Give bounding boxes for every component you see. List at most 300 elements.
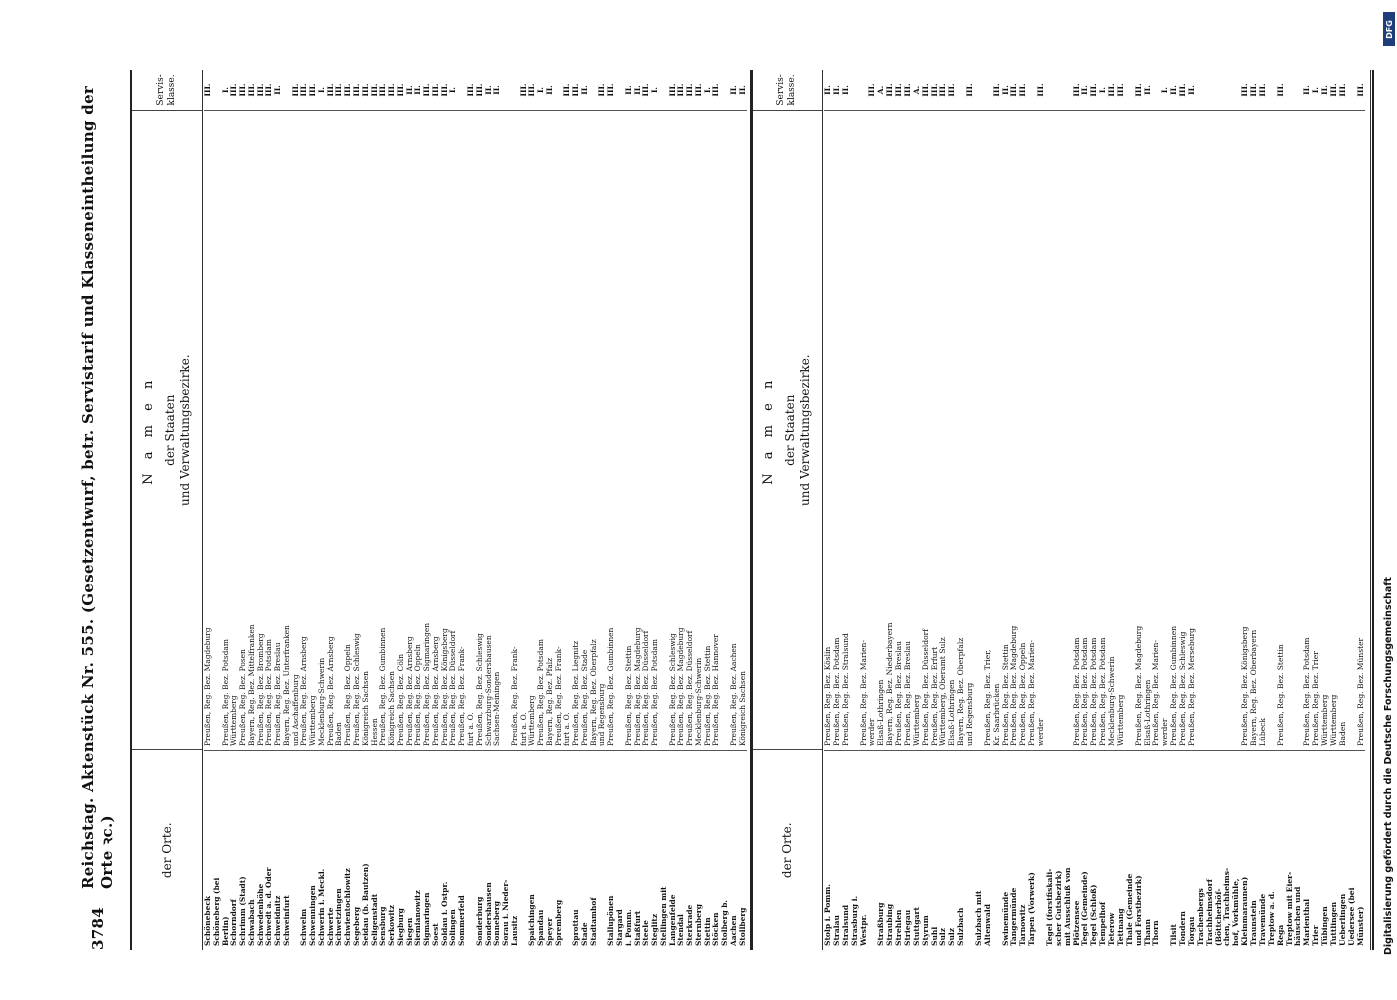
staat-bezirk: Hessen <box>371 110 380 750</box>
staat-bezirk: Preußen, Reg. Bez. Liegnitz <box>572 110 581 750</box>
table-row <box>984 70 993 950</box>
servis-klasse: III. <box>1089 83 1099 97</box>
servis-klasse: III. <box>1355 83 1365 97</box>
staat-bezirk: Schwarzburg-Sondershausen <box>485 110 494 750</box>
ort-name: i. Pomm. <box>625 750 634 950</box>
ort-name: Schöneberg (bei <box>213 750 222 950</box>
ort-name: häuschen und <box>1294 750 1303 950</box>
servis-klasse: III. <box>929 83 939 97</box>
servis-klasse: I. <box>448 86 458 94</box>
servis-klasse <box>1046 70 1055 110</box>
staat-bezirk: Preußen, Reg. Bez. Düsseldorf <box>922 110 931 750</box>
ort-name: Tarpen (Vorwerk) <box>1028 750 1037 950</box>
staat-bezirk: Preußen, Reg. Bez. Magdeburg <box>634 110 643 750</box>
servis-klasse: III. <box>422 83 432 97</box>
ort-name: Sondershausen <box>485 750 494 950</box>
ort-name: Treptow a. d. <box>1268 750 1277 950</box>
staat-bezirk: Preußen, Reg. Bez. Arnsberg <box>327 110 336 750</box>
ort-name: Schwetzingen <box>335 750 344 950</box>
staat-bezirk: Mecklenburg-Schwerin <box>695 110 704 750</box>
servis-klasse: II. <box>1000 85 1010 95</box>
servis-klasse: II. <box>823 85 832 95</box>
table-row <box>1277 70 1286 950</box>
servis-klasse: II. <box>1320 85 1329 95</box>
table-row <box>528 70 537 950</box>
table-row <box>739 70 748 950</box>
ort-name: Schönebeck <box>204 750 213 950</box>
staat-bezirk: Preußen, Reg. Bez. Erfurt <box>931 110 940 750</box>
staat-bezirk <box>1197 110 1206 750</box>
ort-name: Langenfelde <box>669 750 678 950</box>
table-row <box>1232 70 1241 950</box>
table-row <box>721 70 730 950</box>
staat-bezirk: Königreich Sachsen <box>388 110 397 750</box>
ort-name: Berlin) <box>222 750 231 950</box>
table-row <box>1126 70 1135 950</box>
servis-klasse: III. <box>325 83 335 97</box>
staat-bezirk: Königreich Sachsen <box>739 110 748 750</box>
table-row <box>1206 70 1215 950</box>
servis-klasse: II. <box>831 85 841 95</box>
table-row <box>406 70 415 950</box>
servis-klasse: III. <box>1257 83 1267 97</box>
servis-klasse <box>1206 70 1215 110</box>
staat-bezirk: Preußen, Reg. Bez. Breslau <box>895 110 904 750</box>
servis-klasse: III. <box>378 83 388 97</box>
staat-bezirk: werder <box>868 110 877 750</box>
servis-klasse: III. <box>1275 83 1285 97</box>
staat-bezirk: Württemberg <box>1330 110 1339 750</box>
servis-klasse <box>502 70 511 110</box>
staat-bezirk: Kr. Saarbrücken <box>993 110 1002 750</box>
staat-bezirk: Preußen, Reg. Bez. Arnsberg <box>300 110 309 750</box>
table-row <box>1294 70 1303 950</box>
table-row <box>449 70 458 950</box>
servis-klasse: III. <box>1071 83 1081 97</box>
servis-klasse: I. <box>220 86 230 94</box>
servis-klasse: III. <box>867 83 877 97</box>
staat-bezirk: Preußen, Reg. Bez. Köslin <box>824 110 833 750</box>
ort-name: Münster) <box>1357 750 1366 950</box>
servis-klasse: III. <box>641 83 651 97</box>
ort-name: Schweinfurt <box>283 750 292 950</box>
ort-name: Steglitz <box>651 750 660 950</box>
table-row <box>563 70 572 950</box>
ort-name: Strehlen <box>895 750 904 950</box>
table-row <box>397 70 406 950</box>
servis-klasse: III. <box>571 83 581 97</box>
ort-name: Rega <box>1277 750 1286 950</box>
staat-bezirk: Bayern, Reg. Bez. Oberpfalz <box>957 110 966 750</box>
staat-bezirk: Preußen, Reg. Bez. Potsdam <box>651 110 660 750</box>
staat-bezirk: Preußen, Reg. Bez. Stettin <box>625 110 634 750</box>
table-row <box>895 70 904 950</box>
servis-klasse: III. <box>693 83 703 97</box>
table-row <box>1073 70 1082 950</box>
servis-klasse: III. <box>1018 83 1028 97</box>
table-row <box>257 70 266 950</box>
ort-name: Tuttlingen <box>1330 750 1339 950</box>
servis-klasse: II. <box>623 85 633 95</box>
servis-klasse: I. <box>316 86 326 94</box>
staat-bezirk: Württemberg <box>913 110 922 750</box>
staat-bezirk: Preußen, Reg. Bez. Marien- <box>1028 110 1037 750</box>
staat-bezirk: Bayern, Reg. Bez. Oberbayern <box>1250 110 1259 750</box>
staat-bezirk: Preußen, Reg. Bez. Posen <box>239 110 248 750</box>
ort-name: Tondern <box>1179 750 1188 950</box>
servis-klasse: II. <box>413 85 423 95</box>
staat-bezirk: Preußen, Reg. Bez. Arnsberg <box>432 110 441 750</box>
table-row <box>877 70 886 950</box>
table-row <box>712 70 721 950</box>
table-row <box>388 70 397 950</box>
servis-klasse: III. <box>938 83 948 97</box>
staat-bezirk: Preußen, Reg. Bez. Potsdam <box>1099 110 1108 750</box>
staat-bezirk: Preußen, Reg. Bez. Breslau <box>904 110 913 750</box>
table-row <box>283 70 292 950</box>
staat-bezirk: Preußen, Reg. Bez. Sigmaringen <box>423 110 432 750</box>
staat-bezirk: und Aschaffenburg <box>292 110 301 750</box>
servis-klasse: II. <box>492 85 502 95</box>
servis-klasse: II. <box>728 85 738 95</box>
table-row <box>1144 70 1153 950</box>
ort-name: Stolberg b. <box>721 750 730 950</box>
table-row <box>598 70 607 950</box>
servis-klasse: III. <box>343 83 353 97</box>
servis-klasse <box>1197 70 1206 110</box>
staat-bezirk: Preußen, Reg. Bez. Oppeln <box>414 110 423 750</box>
ort-name: Stade <box>581 750 590 950</box>
staat-bezirk: Preußen, Reg. Bez. Frank- <box>511 110 520 750</box>
staat-bezirk: werder <box>1037 110 1046 750</box>
servis-klasse: III. <box>430 83 440 97</box>
staat-bezirk: Preußen, Reg. Bez. Marien- <box>860 110 869 750</box>
servis-klasse: III. <box>1107 83 1116 97</box>
servis-klasse: I. <box>702 86 712 94</box>
staat-bezirk: Preußen, Reg. Bez. Magdeburg <box>677 110 686 750</box>
staat-bezirk: Preußen, Reg. Bez. Frank- <box>555 110 564 750</box>
table-row <box>414 70 423 950</box>
header-staaten: N a m e n der Staaten und Verwaltungsbezirke. <box>752 110 822 750</box>
staat-bezirk: Preußen, Reg. Bez. Düsseldorf <box>642 110 651 750</box>
table-row <box>590 70 599 950</box>
table-row <box>555 70 564 950</box>
staat-bezirk: Preußen, Reg. Bez. Münster <box>1357 110 1366 750</box>
ort-name: Stuttgart <box>913 750 922 950</box>
ort-name: Sulzbach <box>957 750 966 950</box>
staat-bezirk: und Regensburg <box>598 110 607 750</box>
servis-klasse: III. <box>1178 83 1187 97</box>
servis-klasse: III. <box>1337 83 1347 97</box>
ort-name: Tegel (Schloß) <box>1090 750 1099 950</box>
staat-bezirk: Sachsen-Meiningen <box>493 110 502 750</box>
staat-bezirk <box>1223 110 1232 750</box>
staat-bezirk <box>1055 110 1064 750</box>
servis-klasse: III. <box>902 83 912 97</box>
staat-bezirk: furt a. O. <box>563 110 572 750</box>
ort-name: Travemünde <box>1259 750 1268 950</box>
table-row <box>842 70 851 950</box>
header-orte: der Orte. <box>132 749 202 950</box>
ort-name: Stellingen mit <box>660 750 669 950</box>
table-row <box>1152 70 1161 950</box>
table-row <box>677 70 686 950</box>
staat-bezirk: furt a. O. <box>467 110 476 750</box>
staat-bezirk: Preußen, Reg. Bez. Stade <box>581 110 590 750</box>
table-row <box>222 70 231 950</box>
ort-name: Siegburg <box>397 750 406 950</box>
ort-name: Altenwald <box>984 750 993 950</box>
servis-klasse: I. <box>1098 86 1108 94</box>
servis-klasse: III. <box>246 83 256 97</box>
table-row <box>1002 70 1011 950</box>
table-row <box>625 70 634 950</box>
ort-name: Sprottau <box>572 750 581 950</box>
table-row <box>913 70 922 950</box>
servis-klasse: III. <box>360 83 370 97</box>
table-row <box>607 70 616 950</box>
servis-table-body <box>130 70 1374 950</box>
table-row <box>432 70 441 950</box>
staat-bezirk: und Regensburg <box>966 110 975 750</box>
ort-name: Stralsund <box>842 750 851 950</box>
servis-klasse: II. <box>1142 85 1152 95</box>
ort-name: Tettnang <box>1117 750 1126 950</box>
table-row <box>423 70 432 950</box>
ort-name: Schwedt a. d. Oder <box>265 750 274 950</box>
servis-klasse: III. <box>255 83 265 97</box>
rotated-document-page <box>80 70 1380 950</box>
ort-name: Sonneberg <box>493 750 502 950</box>
servis-klasse: III. <box>290 83 300 97</box>
ort-name: Schwedenhöhe <box>257 750 266 950</box>
ort-name: Tegel (Gemeinde) <box>1081 750 1090 950</box>
ort-name: Stettin <box>704 750 713 950</box>
ort-name: Lausitz <box>511 750 520 950</box>
staat-bezirk: Württemberg <box>230 110 239 750</box>
servis-klasse: II. <box>737 85 747 95</box>
servis-klasse: III. <box>1009 83 1019 97</box>
table-row <box>1135 70 1144 950</box>
table-row <box>1215 70 1224 950</box>
ort-name: Teterow <box>1108 750 1117 950</box>
table-row <box>975 70 984 950</box>
servis-klasse: III. <box>203 83 212 97</box>
ort-name: Plötzensee <box>1073 750 1082 950</box>
servis-klasse: III. <box>965 83 974 97</box>
servis-klasse: III. <box>369 83 379 97</box>
staat-bezirk: Königreich Sachsen <box>362 110 371 750</box>
ort-name: Straßburg <box>877 750 886 950</box>
table-row <box>886 70 895 950</box>
staat-bezirk: Bayern, Reg. Bez. Unterfranken <box>283 110 292 750</box>
table-row <box>1303 70 1312 950</box>
table-row <box>1250 70 1259 950</box>
servis-klasse: I. <box>650 86 660 94</box>
table-row <box>1197 70 1206 950</box>
ort-name: Thale (Gemeinde <box>1126 750 1135 950</box>
staat-bezirk: Preußen, Reg. Bez. Schleswig <box>669 110 678 750</box>
staat-bezirk: Preußen, Reg. Bez. Magdeburg <box>1010 110 1019 750</box>
ort-name: Soldau i. Ostpr. <box>441 750 450 950</box>
staat-bezirk: Elsaß-Lothringen <box>877 110 886 750</box>
ort-name: Stendal <box>677 750 686 950</box>
table-row <box>458 70 467 950</box>
table-row <box>1188 70 1197 950</box>
table-row <box>1268 70 1277 950</box>
servis-klasse: III. <box>387 83 397 97</box>
staat-bezirk: Preußen, Reg. Bez. Marien- <box>1152 110 1161 750</box>
servis-klasse: III. <box>667 83 677 97</box>
ort-name: Solingen <box>449 750 458 950</box>
table-row <box>642 70 651 950</box>
table-row <box>1161 70 1170 950</box>
staat-bezirk: Preußen, Reg. Bez. Magdeburg <box>204 110 213 750</box>
servis-klasse: A. <box>876 85 886 95</box>
servis-klasse: III. <box>562 83 572 97</box>
ort-name: Kleinmaraunen) <box>1241 750 1250 950</box>
table-row <box>300 70 309 950</box>
ort-name: Seligenstadt <box>371 750 380 950</box>
left-rows <box>204 70 747 950</box>
staat-bezirk: Mecklenburg-Schwerin <box>1108 110 1117 750</box>
staat-bezirk: Württemberg <box>309 110 318 750</box>
staat-bezirk: Preußen, Reg. Bez. Breslau <box>274 110 283 750</box>
table-row <box>1028 70 1037 950</box>
staat-bezirk: Preußen, Reg. Bez. Arnsberg <box>406 110 415 750</box>
table-row <box>230 70 239 950</box>
staat-bezirk: Elsaß-Lothringen <box>1144 110 1153 750</box>
table-row <box>833 70 842 950</box>
header-servisklasse: Servis- klasse. <box>775 74 797 106</box>
ort-name: Trachenbergs <box>1197 750 1206 950</box>
table-row <box>1357 70 1366 950</box>
ort-name: mit Ausschluß von <box>1064 750 1073 950</box>
table-row <box>1099 70 1108 950</box>
table-row <box>1046 70 1055 950</box>
ort-name: Trachheimsdorf <box>1206 750 1215 950</box>
servis-klasse: III. <box>1240 83 1250 97</box>
table-row <box>868 70 877 950</box>
staat-bezirk: Preußen, Reg. Bez. Potsdam <box>537 110 546 750</box>
staat-bezirk: Preußen, Reg. Bez. Potsdam <box>1303 110 1312 750</box>
table-row <box>1179 70 1188 950</box>
servis-klasse: II. <box>1080 85 1090 95</box>
servis-klasse <box>975 70 984 110</box>
table-row <box>511 70 520 950</box>
table-row <box>1010 70 1019 950</box>
servis-klasse: III. <box>991 83 1001 97</box>
header-orte: der Orte. <box>752 749 822 950</box>
ort-name: (Böttcherhöf- <box>1215 750 1224 950</box>
servis-klasse: I. <box>536 86 546 94</box>
staat-bezirk: Preußen, Reg. Bez. Oppeln <box>344 110 353 750</box>
table-row <box>1241 70 1250 950</box>
staat-bezirk: Preußen, Reg. Bez. Stralsund <box>842 110 851 750</box>
page-header <box>80 70 116 950</box>
table-row <box>669 70 678 950</box>
staat-bezirk: Preußen, Reg. Bez. Schleswig <box>353 110 362 750</box>
table-row <box>248 70 257 950</box>
servis-klasse: I. <box>1311 86 1321 94</box>
staat-bezirk: Bayern, Reg. Bez. Oberpfalz <box>590 110 599 750</box>
staat-bezirk: furt a. O. <box>520 110 529 750</box>
servis-klasse: III. <box>711 83 721 97</box>
staat-bezirk: Preußen, Reg. Bez. Potsdam <box>1090 110 1099 750</box>
table-row <box>493 70 502 950</box>
table-row <box>904 70 913 950</box>
table-row <box>1019 70 1028 950</box>
staat-bezirk: Bayern, Reg. Bez. Mittelfranken <box>248 110 257 750</box>
ort-name: Schwenningen <box>309 750 318 950</box>
staat-bezirk: Preußen, Reg. Bez. Frank- <box>458 110 467 750</box>
staat-bezirk: Preußen, Reg. Bez. Stettin <box>1002 110 1011 750</box>
staat-bezirk: Preußen, Reg. Bez. Gumbinnen <box>607 110 616 750</box>
ort-name: Segeberg <box>353 750 362 950</box>
ort-name: Tübingen <box>1321 750 1330 950</box>
ort-name: Staßfurt <box>634 750 643 950</box>
ort-name: Spremberg <box>555 750 564 950</box>
servis-klasse: III. <box>1328 83 1338 97</box>
staat-bezirk: Württemberg <box>528 110 537 750</box>
table-row <box>204 70 213 950</box>
ort-name: Seidau (b. Bautzen) <box>362 750 371 950</box>
servis-klasse: III. <box>606 83 616 97</box>
servis-klasse: III. <box>597 83 607 97</box>
table-row <box>1330 70 1339 950</box>
ort-name: Torgau <box>1188 750 1197 950</box>
servis-klasse: III. <box>334 83 344 97</box>
servis-klasse: III. <box>474 83 484 97</box>
table-row <box>274 70 283 950</box>
table-row <box>1064 70 1073 950</box>
table-row <box>581 70 590 950</box>
staat-bezirk: Preußen, Reg. Bez. Potsdam <box>1073 110 1082 750</box>
ort-name: Sterkrade <box>686 750 695 950</box>
table-row <box>1117 70 1126 950</box>
staat-bezirk: Bayern, Reg. Bez. Niederbayern <box>886 110 895 750</box>
table-row <box>660 70 669 950</box>
staat-bezirk: Preußen, Reg. Bez. Trier <box>1312 110 1321 750</box>
table-row <box>1312 70 1321 950</box>
table-row <box>353 70 362 950</box>
staat-bezirk <box>1046 110 1055 750</box>
table-row <box>634 70 643 950</box>
table-row <box>467 70 476 950</box>
ort-name: Ueberlingen <box>1339 750 1348 950</box>
servis-klasse: III. <box>894 83 903 97</box>
table-row <box>485 70 494 950</box>
servis-klasse: II. <box>632 85 642 95</box>
ort-name: Schrimm (Stadt) <box>239 750 248 950</box>
ort-name: Sulz <box>948 750 957 950</box>
table-row <box>537 70 546 950</box>
table-row <box>1081 70 1090 950</box>
table-row <box>1055 70 1064 950</box>
ort-name: Sigmaringen <box>423 750 432 950</box>
staat-bezirk: werder <box>1161 110 1170 750</box>
ort-name: Swinemünde <box>1002 750 1011 950</box>
ort-name: Stöcken <box>712 750 721 950</box>
servis-klasse: III. <box>465 83 475 97</box>
header-servisklasse: Servis- klasse. <box>155 74 177 106</box>
ort-name: Schwabach <box>248 750 257 950</box>
staat-bezirk: Preußen, Reg. Bez. Gumbinnen <box>1170 110 1179 750</box>
staat-bezirk: Preußen, Reg. Bez. Düsseldorf <box>449 110 458 750</box>
staat-bezirk: Mecklenburg-Schwerin <box>318 110 327 750</box>
dfg-logo: DFG <box>1383 12 1395 46</box>
staat-bezirk: Preußen, Reg. Bez. Gumbinnen <box>379 110 388 750</box>
